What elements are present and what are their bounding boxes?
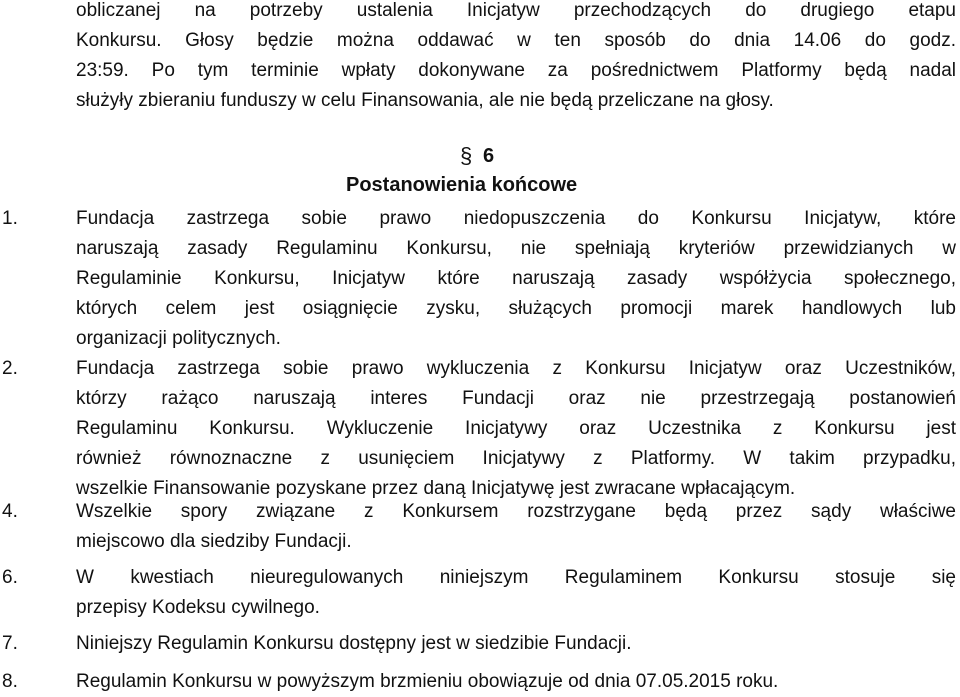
item-line: Regulaminu Konkursu. Wykluczenie Inicjatywy oraz Uczestnika z Konkursu jest <box>76 418 956 439</box>
item-line: Fundacja zastrzega sobie prawo niedopuszczenia do Konkursu Inicjatyw, które <box>76 208 956 229</box>
item-line: Niniejszy Regulamin Konkursu dostępny jest w siedzibie Fundacji. <box>76 633 632 654</box>
item-line: organizacji politycznych. <box>76 328 281 349</box>
item-line: Regulamin Konkursu w powyższym brzmieniu obowiązuje od dnia 07.05.2015 roku. <box>76 671 779 692</box>
item-text <box>76 204 956 354</box>
section-title: Postanowienia końcowe <box>346 174 578 196</box>
item-line: Wszelkie spory związane z Konkursem rozstrzygane będą przez sądy właściwe <box>76 501 956 522</box>
item-line: miejscowo dla siedziby Fundacji. <box>76 531 352 552</box>
item-number: 4. <box>2 501 18 522</box>
item-line: W kwestiach nieuregulowanych niniejszym Regulaminem Konkursu stosuje się <box>76 567 956 588</box>
item-number: 8. <box>2 671 18 692</box>
item-line: przepisy Kodeksu cywilnego. <box>76 597 320 618</box>
item-line: których celem jest osiągnięcie zysku, służących promocji marek handlowych lub <box>76 298 956 319</box>
item-number: 1. <box>2 208 18 229</box>
intro-line: obliczanej na potrzeby ustalenia Inicjatyw przechodzących do drugiego etapu <box>76 0 956 21</box>
intro-line: 23:59. Po tym terminie wpłaty dokonywane za pośrednictwem Platformy będą nadal <box>76 60 956 81</box>
item-text <box>76 354 956 504</box>
item-text <box>76 563 956 623</box>
section-symbol: § <box>460 143 473 168</box>
intro-line: Konkursu. Głosy będzie można oddawać w ten sposób do dnia 14.06 do godz. <box>76 30 956 51</box>
item-text <box>76 497 956 557</box>
item-line: Fundacja zastrzega sobie prawo wykluczenia z Konkursu Inicjatyw oraz Uczestników, <box>76 358 956 379</box>
item-line: którzy rażąco naruszają interes Fundacji oraz nie przestrzegają postanowień <box>76 388 956 409</box>
item-line: również równoznaczne z usunięciem Inicjatywy z Platformy. W takim przypadku, <box>76 448 956 469</box>
intro-paragraph <box>76 0 956 116</box>
item-line: Regulaminie Konkursu, Inicjatyw które naruszają zasady współżycia społecznego, <box>76 268 956 289</box>
item-text <box>76 667 956 697</box>
item-number: 2. <box>2 358 18 379</box>
item-line: naruszają zasady Regulaminu Konkursu, nie spełniają kryteriów przewidzianych w <box>76 238 956 259</box>
item-number: 6. <box>2 567 18 588</box>
item-text <box>76 629 956 659</box>
intro-line: służyły zbieraniu funduszy w celu Finansowania, ale nie będą przeliczane na głosy. <box>76 90 774 111</box>
section-number: 6 <box>483 145 495 167</box>
item-line: wszelkie Finansowanie pozyskane przez daną Inicjatywę jest zwracane wpłacającym. <box>76 478 796 499</box>
item-number: 7. <box>2 633 18 654</box>
